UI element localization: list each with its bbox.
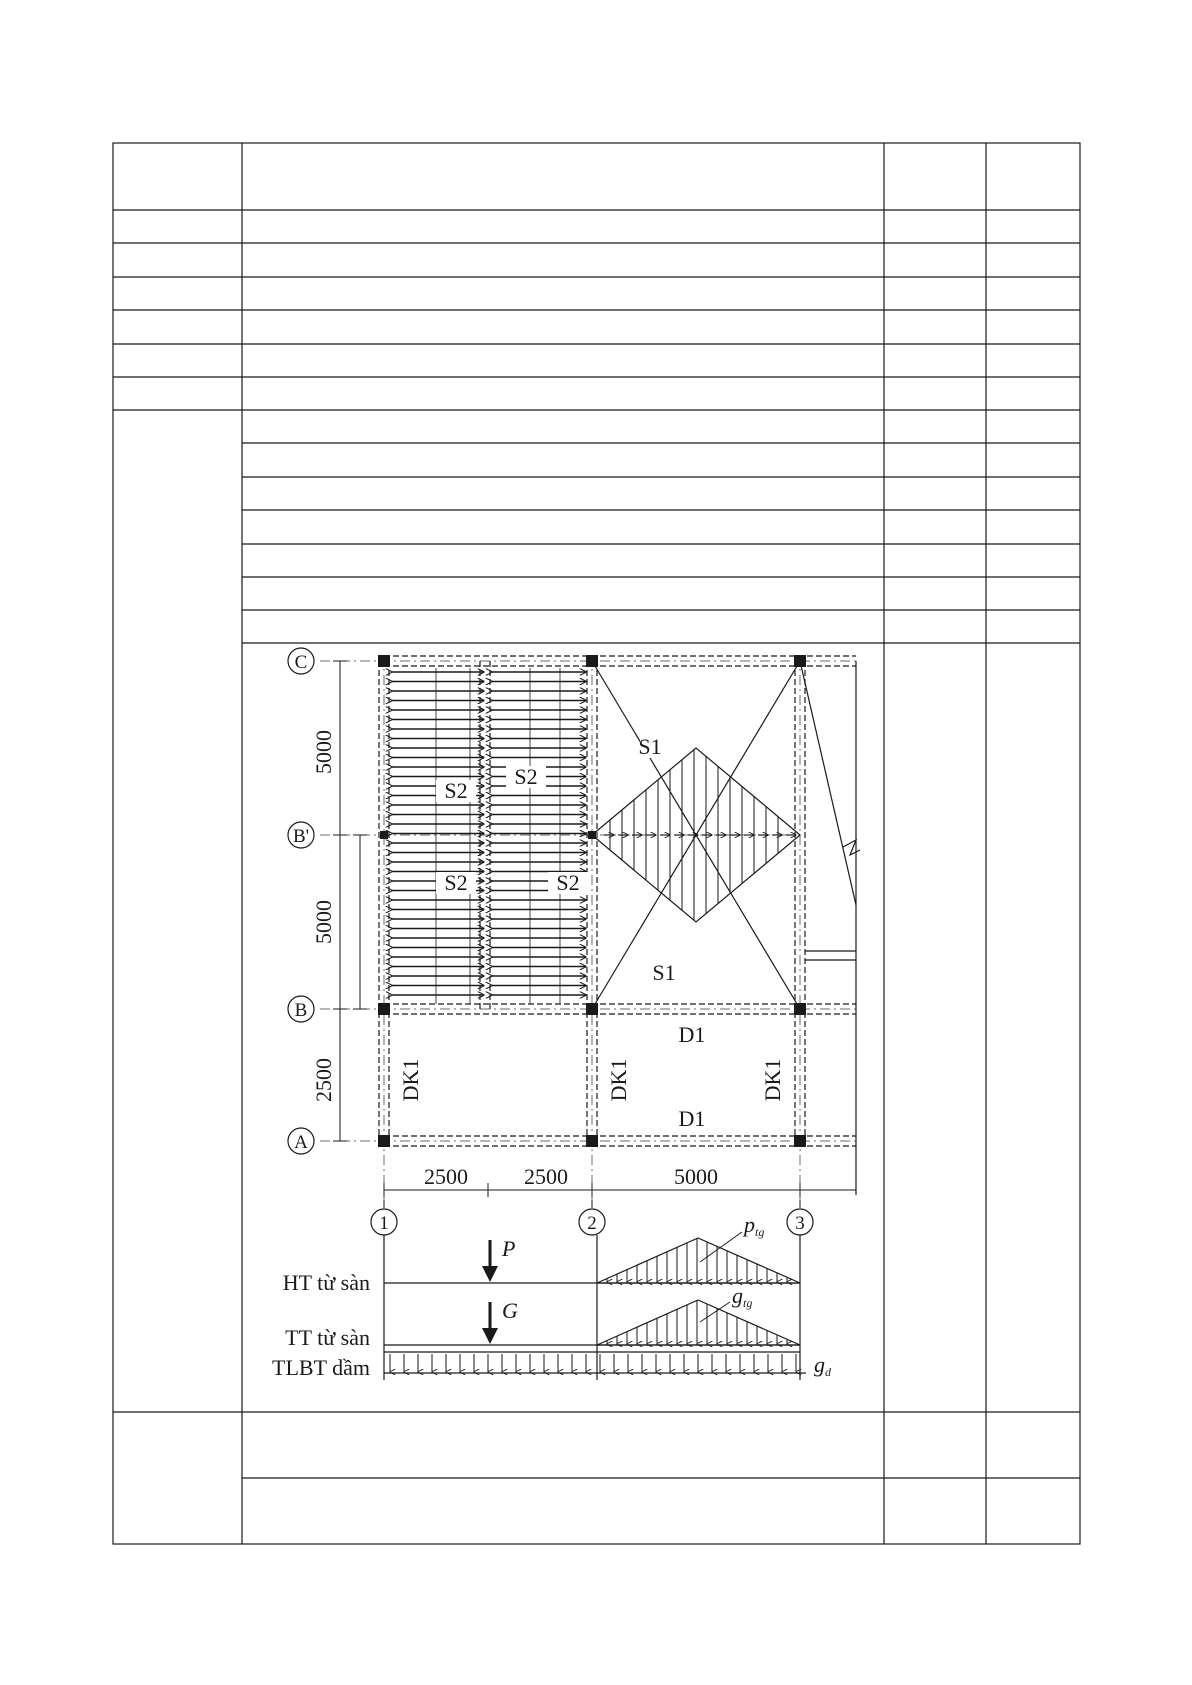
axis-label-1: 1 [379,1213,389,1234]
axis-label-3: 3 [795,1213,805,1234]
column [378,1003,390,1015]
axis-bubble-c [288,648,314,674]
column [378,655,390,667]
slab-s1-bottom: S1 [652,960,676,985]
axis-bubble-a [288,1128,314,1154]
column [586,1135,598,1147]
axis-bubble-b [288,996,314,1022]
right-edge-cut [800,661,860,1195]
dim-label-ba: 2500 [311,1058,336,1102]
point-load-p-label: P [502,1236,516,1261]
floor-plan [288,648,860,1235]
leader-ptg [700,1232,742,1262]
column [586,1003,598,1015]
uniform-load-label: gd [814,1352,831,1379]
point-load-g-label: G [502,1298,518,1323]
column [794,1003,806,1015]
uniform-load-self-weight [390,1354,796,1372]
axis-label-2: 2 [587,1213,597,1234]
axis-bubble-1 [371,1200,397,1235]
axis-bubble-2 [579,1200,605,1235]
slab-s2-2: S2 [514,764,538,789]
column [794,655,806,667]
axis-label-c: C [294,652,308,673]
column [378,1135,390,1147]
beam-d1-lower: D1 [678,1106,706,1131]
row-label-live: HT từ sàn [282,1270,370,1295]
dim-label-h1: 2500 [424,1164,468,1189]
s2-load-hatch [392,668,586,1004]
tri-dead-label: gtg [732,1283,753,1310]
dim-label-h3: 5000 [674,1164,718,1189]
dim-label-cb-prime: 5000 [311,730,336,774]
tri-live-label: ptg [744,1212,765,1239]
slab-s2-4: S2 [556,870,580,895]
slab-s1-top: S1 [638,734,662,759]
axis-bubble-b-prime [288,822,314,848]
point-load-p [482,1236,515,1282]
beam-d1-upper: D1 [678,1022,706,1047]
axis-label-b-prime: B' [292,826,310,847]
dim-label-h2: 2500 [524,1164,568,1189]
grid-axis-lines [320,655,856,1200]
slab-s2-1: S2 [444,778,468,803]
row-label-self: TLBT dầm [272,1355,370,1380]
column-small [380,831,388,839]
dim-label-b-prime-b: 5000 [311,900,336,944]
load-diagram [272,1212,832,1380]
axis-label-a: A [294,1132,308,1153]
row-label-dead: TT từ sàn [285,1325,370,1350]
slab-s2-3: S2 [444,870,468,895]
column [586,655,598,667]
beam-dk1-3: DK1 [760,1058,785,1102]
axis-label-b: B [294,1000,308,1021]
point-load-g [482,1298,518,1344]
column [794,1135,806,1147]
axis-bubble-3 [787,1200,813,1235]
triangular-load-live [597,1238,800,1283]
beam-dk1-1: DK1 [398,1058,423,1102]
triangular-load-dead [597,1300,800,1345]
column-small [588,831,596,839]
beam-dk1-2: DK1 [606,1058,631,1102]
